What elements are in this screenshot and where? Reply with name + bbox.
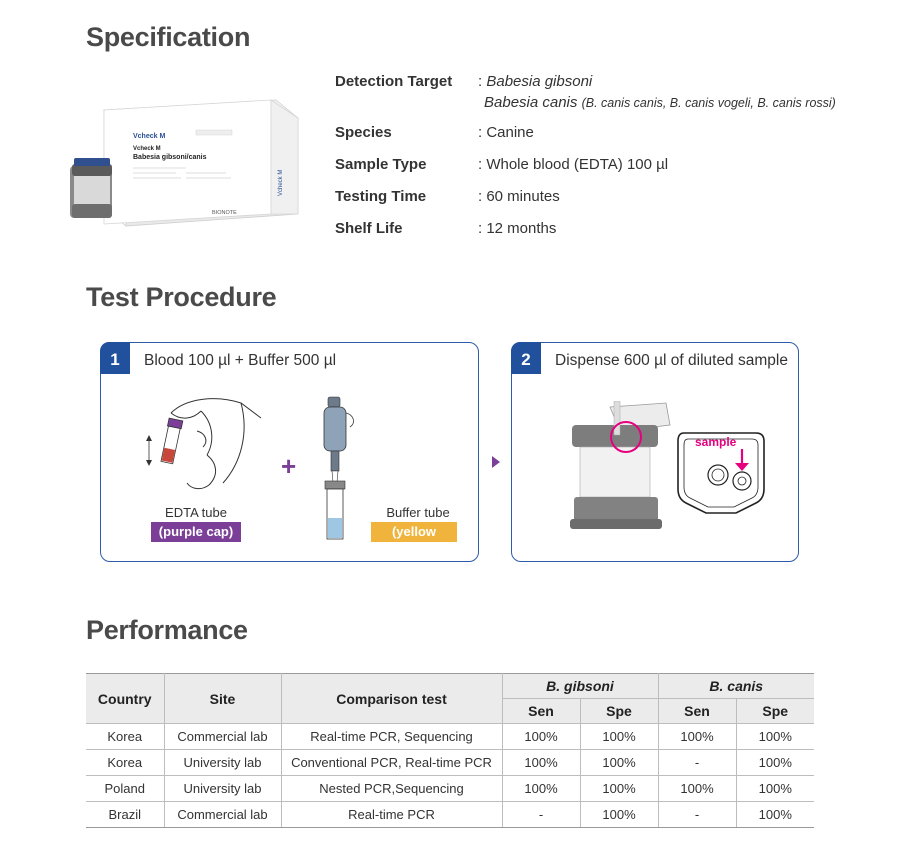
procedure-step-1 <box>100 342 479 562</box>
spec-value-shelf-life: : 12 months <box>478 220 557 237</box>
table-row <box>86 750 814 776</box>
step-2-text: Dispense 600 µl of diluted sample <box>555 352 788 369</box>
cell-gibsoni-sen: 100% <box>502 776 580 802</box>
cell-country: Korea <box>86 750 164 776</box>
cell-canis-spe: 100% <box>736 802 814 828</box>
kit-brand: Vcheck M <box>133 133 166 140</box>
kit-maker: BIONOTE <box>212 210 237 216</box>
header-canis-spe: Spe <box>736 699 814 724</box>
edta-tube-illustration <box>131 393 271 493</box>
cell-comparison: Real-time PCR, Sequencing <box>281 724 502 750</box>
spec-label-detection-target: Detection Target <box>335 73 453 90</box>
cell-comparison: Nested PCR,Sequencing <box>281 776 502 802</box>
header-canis-sen: Sen <box>658 699 736 724</box>
header-b-canis: B. canis <box>658 674 814 699</box>
table-row <box>86 776 814 802</box>
cell-gibsoni-sen: 100% <box>502 750 580 776</box>
cell-gibsoni-spe: 100% <box>580 724 658 750</box>
cell-gibsoni-spe: 100% <box>580 776 658 802</box>
cell-country: Korea <box>86 724 164 750</box>
cell-site: University lab <box>164 750 281 776</box>
performance-title: Performance <box>86 615 248 645</box>
cell-canis-sen: - <box>658 750 736 776</box>
kit-line2: Babesia gibsoni/canis <box>133 154 207 161</box>
header-country: Country <box>86 674 164 724</box>
procedure-step-2 <box>511 342 799 562</box>
header-gibsoni-spe: Spe <box>580 699 658 724</box>
edta-tube-label: EDTA tube <box>165 505 227 520</box>
performance-table <box>86 673 814 828</box>
cell-site: Commercial lab <box>164 724 281 750</box>
cell-gibsoni-sen: - <box>502 802 580 828</box>
step-1-number: 1 <box>100 342 130 374</box>
cell-site: Commercial lab <box>164 802 281 828</box>
spec-value-testing-time: : 60 minutes <box>478 188 560 205</box>
svg-text:Vcheck M: Vcheck M <box>278 169 284 196</box>
spec-label-shelf-life: Shelf Life <box>335 220 403 237</box>
plus-sign: + <box>281 451 297 481</box>
header-comparison: Comparison test <box>281 674 502 724</box>
procedure-title: Test Procedure <box>86 282 277 312</box>
cell-gibsoni-sen: 100% <box>502 724 580 750</box>
cell-comparison: Conventional PCR, Real-time PCR <box>281 750 502 776</box>
spec-value-detection-target-2: Babesia canis (B. canis canis, B. canis vogeli, B. canis rossi) <box>484 94 836 111</box>
spec-label-testing-time: Testing Time <box>335 188 427 205</box>
cell-canis-spe: 100% <box>736 724 814 750</box>
buffer-tube-label: Buffer tube <box>386 505 450 520</box>
cell-gibsoni-spe: 100% <box>580 802 658 828</box>
step-arrow-icon <box>490 454 502 470</box>
cell-canis-spe: 100% <box>736 750 814 776</box>
step-2-number: 2 <box>511 342 541 374</box>
header-gibsoni-sen: Sen <box>502 699 580 724</box>
cell-canis-sen: 100% <box>658 776 736 802</box>
kit-line1: Vcheck M <box>133 146 161 152</box>
spec-label-species: Species <box>335 124 392 141</box>
cell-country: Brazil <box>86 802 164 828</box>
sample-label: sample <box>695 435 737 449</box>
cartridge-illustration <box>570 401 675 531</box>
table-row <box>86 802 814 828</box>
spec-value-sample-type: : Whole blood (EDTA) 100 µl <box>478 156 669 173</box>
spec-value-species: : Canine <box>478 124 534 141</box>
buffer-tube-illustration <box>316 393 366 548</box>
spec-label-sample-type: Sample Type <box>335 156 427 173</box>
buffer-cap-tag: (yellow cap) <box>371 522 457 542</box>
cell-canis-spe: 100% <box>736 776 814 802</box>
cell-site: University lab <box>164 776 281 802</box>
cell-canis-sen: - <box>658 802 736 828</box>
header-site: Site <box>164 674 281 724</box>
header-b-gibsoni: B. gibsoni <box>502 674 658 699</box>
edta-cap-tag: (purple cap) <box>151 522 241 542</box>
cell-canis-sen: 100% <box>658 724 736 750</box>
product-image <box>66 96 306 236</box>
cell-gibsoni-spe: 100% <box>580 750 658 776</box>
cell-comparison: Real-time PCR <box>281 802 502 828</box>
specification-title: Specification <box>86 22 251 52</box>
table-row <box>86 724 814 750</box>
spec-value-detection-target: : Babesia gibsoni <box>478 73 593 90</box>
cell-country: Poland <box>86 776 164 802</box>
step-1-text: Blood 100 µl + Buffer 500 µl <box>144 352 337 369</box>
